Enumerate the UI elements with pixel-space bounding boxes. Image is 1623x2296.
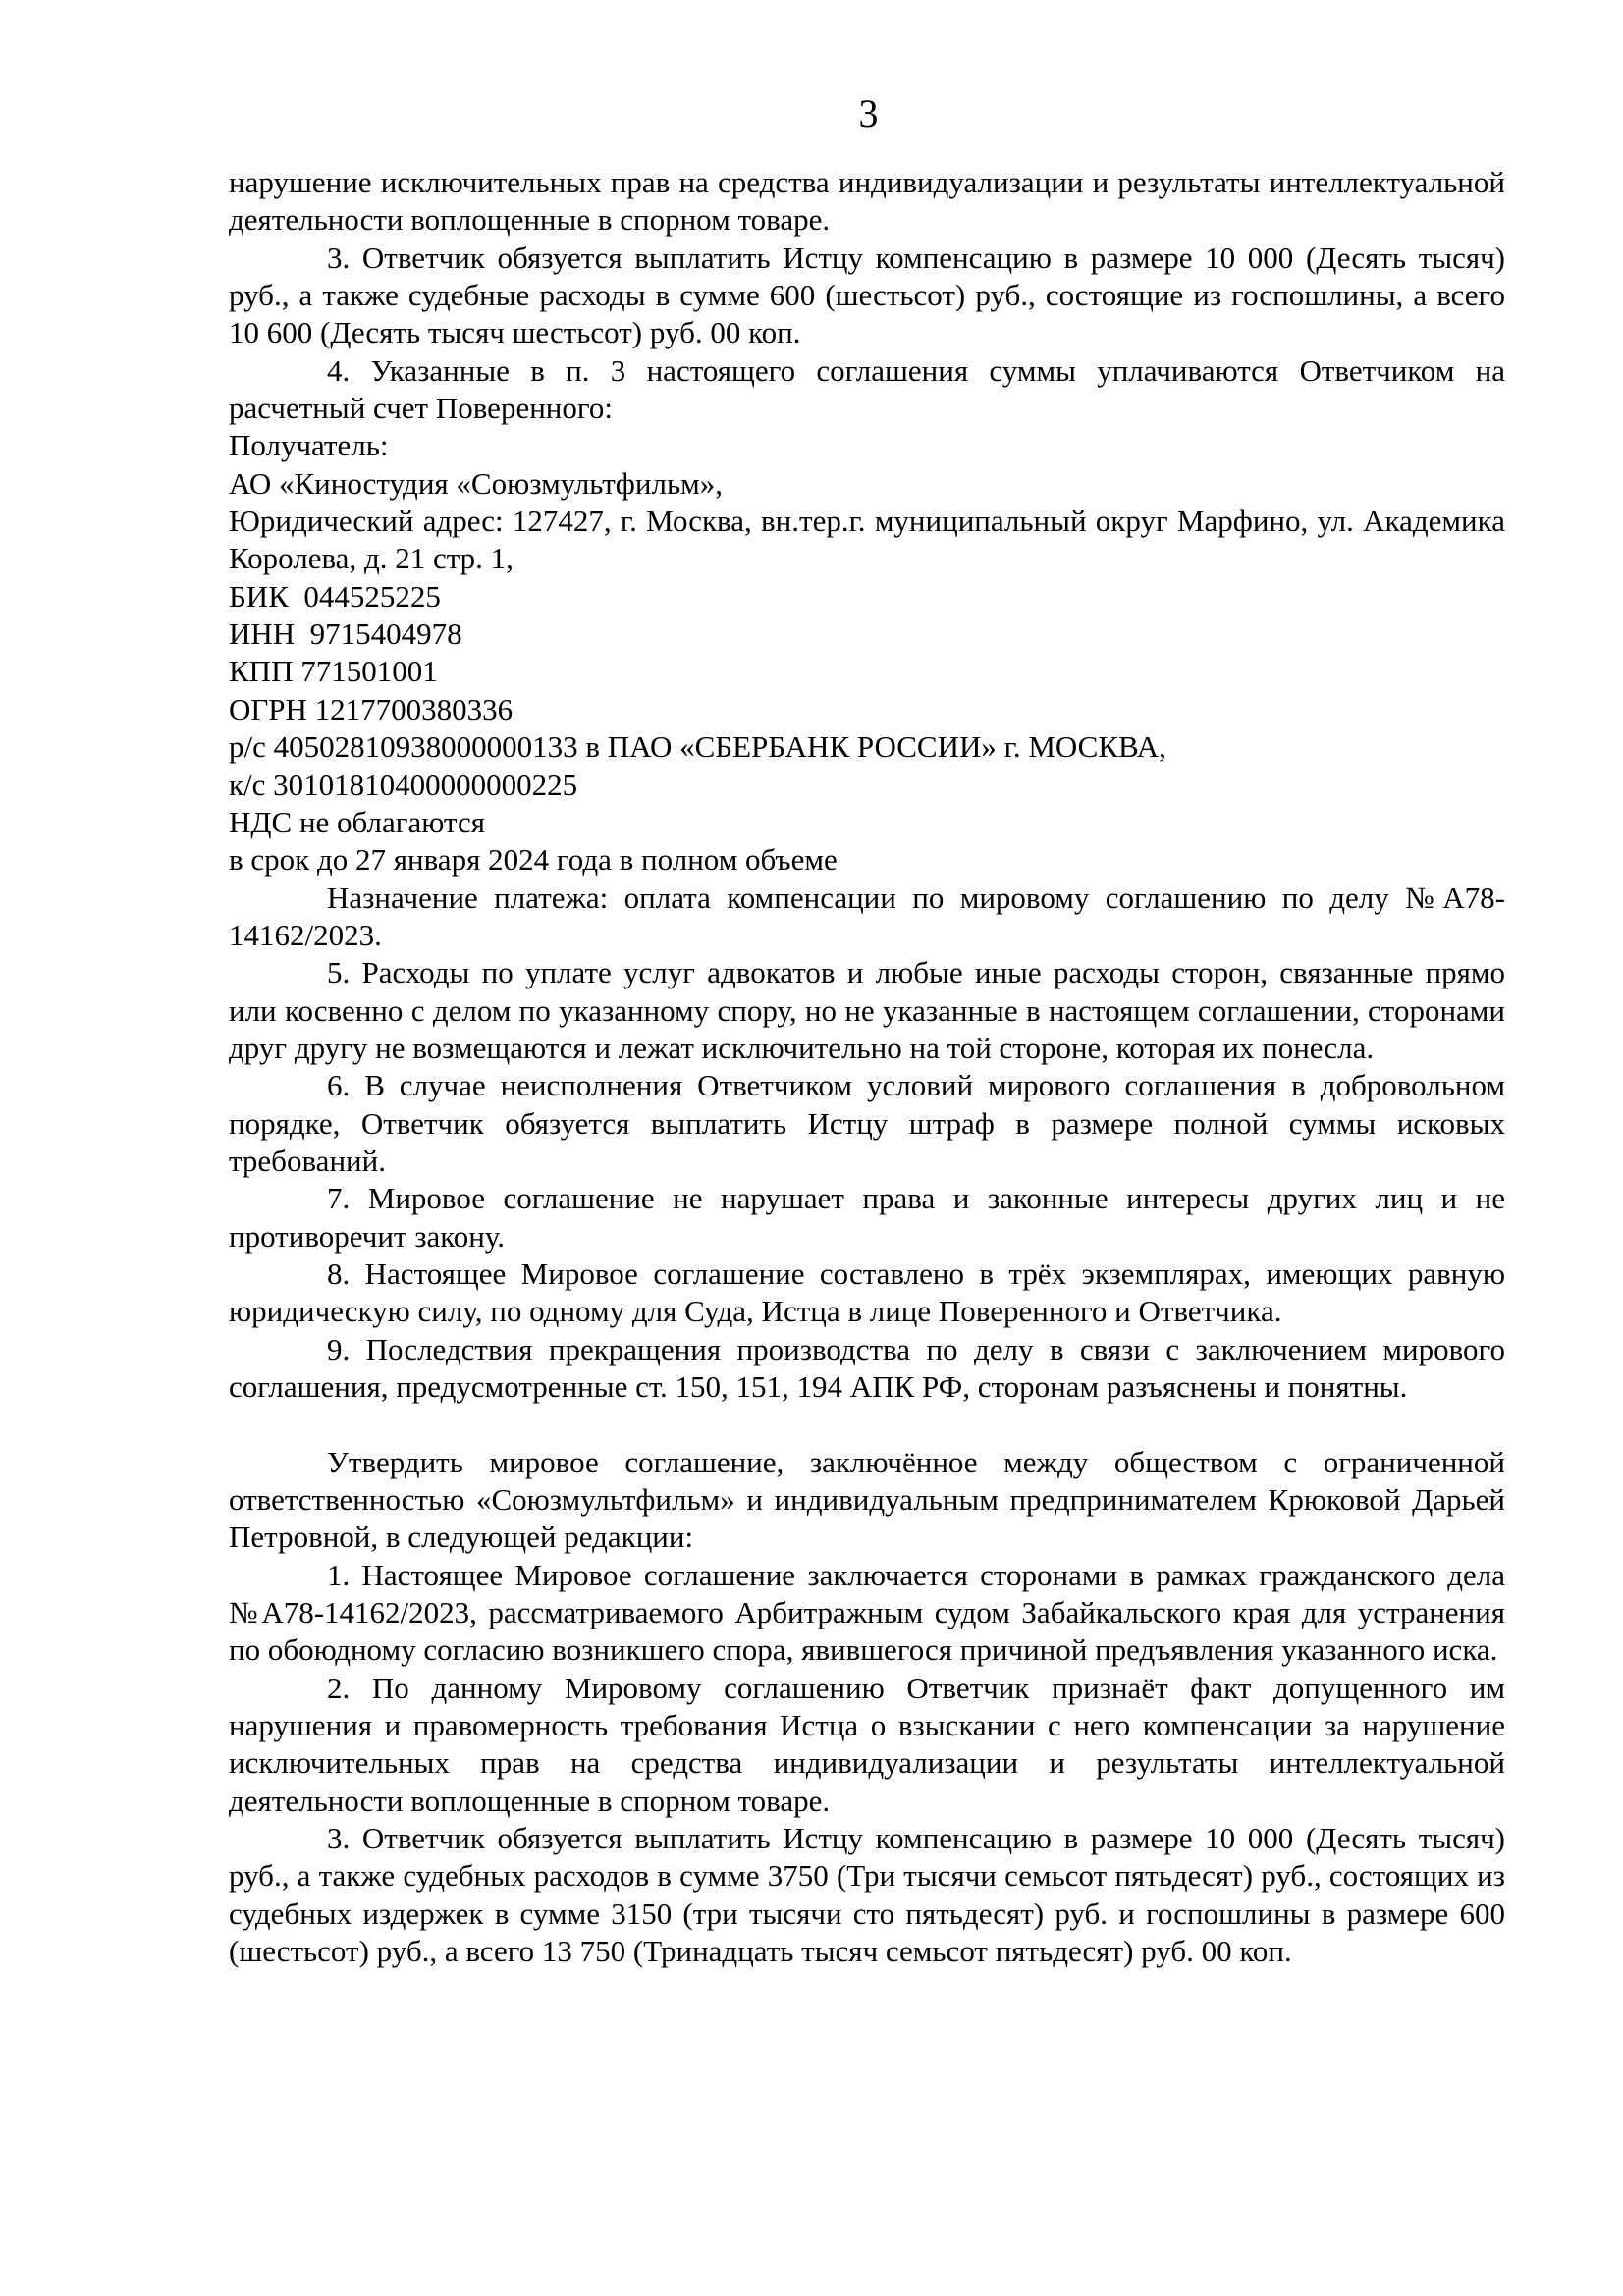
settlement-terms-continued <box>229 164 1513 1406</box>
paragraph: Юридический адрес: 127427, г. Москва, вн.тер.г. муниципальный округ Марфино, ул. Академика Королева, д. 21 стр. 1, <box>229 504 1513 576</box>
paragraph: БИК 044525225 <box>229 578 441 614</box>
paragraph: Утвердить мировое соглашение, заключённое между обществом с ограниченной ответственностью «Союзмультфильм» и индивидуальным предпринимателем Крюковой Дарьей Петровной, в следующей редакции: <box>229 1444 1513 1555</box>
paragraph: 1. Настоящее Мировое соглашение заключается сторонами в рамках гражданского дела №А78-14162/2023, рассматриваемого Арбитражным судом Забайкальского края для устранения по обоюдному согласию возникшего спора, явившегося причиной предъявления указанного иска. <box>229 1557 1513 1668</box>
paragraph: 3. Ответчик обязуется выплатить Истцу компенсацию в размере 10 000 (Десять тысяч) руб., а также судебных расходов в сумме 3750 (Три тысячи семьсот пятьдесят) руб., состоящих из судебных издержек в сумме 3150 (три тысячи сто пятьдесят) руб. и госпошлины в размере 600 (шестьсот) руб., а всего 13 750 (Тринадцать тысяч семьсот пятьдесят) руб. 00 коп. <box>229 1821 1513 1969</box>
paragraph: АО «Киностудия «Союзмультфильм», <box>229 465 723 501</box>
approved-settlement-text <box>229 1444 1513 1971</box>
paragraph: 9. Последствия прекращения производства по делу в связи с заключением мирового соглашения, предусмотренные ст. 150, 151, 194 АПК РФ, сторонам разъяснены и понятны. <box>229 1331 1513 1404</box>
paragraph: ОГРН 1217700380336 <box>229 691 514 726</box>
paragraph: к/с 30101810400000000225 <box>229 767 578 802</box>
paragraph: в срок до 27 января 2024 года в полном объеме <box>229 842 838 878</box>
paragraph: 2. По данному Мировому соглашению Ответчик признаёт факт допущенного им нарушения и правомерность требования Истца о взыскании с него компенсации за нарушение исключительных прав на средства индивидуализации и результаты интеллектуальной деятельности воплощенные в спорном товаре. <box>229 1670 1513 1818</box>
paragraph: 5. Расходы по уплате услуг адвокатов и любые иные расходы сторон, связанные прямо или косвенно с делом по указанному спору, но не указанные в настоящем соглашении, сторонами друг другу не возмещаются и лежат исключительно на той стороне, которая их понесла. <box>229 955 1513 1065</box>
paragraph: р/с 40502810938000000133 в ПАО «СБЕРБАНК РОССИИ» г. МОСКВА, <box>229 729 1166 765</box>
document-content <box>229 164 1513 1971</box>
paragraph: НДС не облагаются <box>229 804 485 839</box>
paragraph: 3. Ответчик обязуется выплатить Истцу компенсацию в размере 10 000 (Десять тысяч) руб., а также судебные расходы в сумме 600 (шестьсот) руб., состоящие из госпошлины, а всего 10 600 (Десять тысяч шестьсот) руб. 00 коп. <box>229 240 1513 350</box>
paragraph: КПП 771501001 <box>229 654 438 689</box>
page-number: 3 <box>858 91 879 135</box>
paragraph: ИНН 9715404978 <box>229 616 462 652</box>
paragraph: 6. В случае неисполнения Ответчиком условий мирового соглашения в добровольном порядке, Ответчик обязуется выплатить Истцу штраф в размере полной суммы исковых требований. <box>229 1068 1513 1178</box>
paragraph: Назначение платежа: оплата компенсации по мировому соглашению по делу №А78-14162/2023. <box>229 880 1505 952</box>
paragraph: Получатель: <box>229 428 389 463</box>
paragraph: нарушение исключительных прав на средства индивидуализации и результаты интеллектуальной деятельности воплощенные в спорном товаре. <box>229 165 1513 238</box>
paragraph: 8. Настоящее Мировое соглашение составлено в трёх экземплярах, имеющих равную юридическую силу, по одному для Суда, Истца в лице Поверенного и Ответчика. <box>229 1255 1513 1329</box>
paragraph: 4. Указанные в п. 3 настоящего соглашения суммы уплачиваются Ответчиком на расчетный счет Поверенного: <box>229 352 1513 426</box>
paragraph: 7. Мировое соглашение не нарушает права и законные интересы других лиц и не противоречит закону. <box>229 1181 1513 1254</box>
